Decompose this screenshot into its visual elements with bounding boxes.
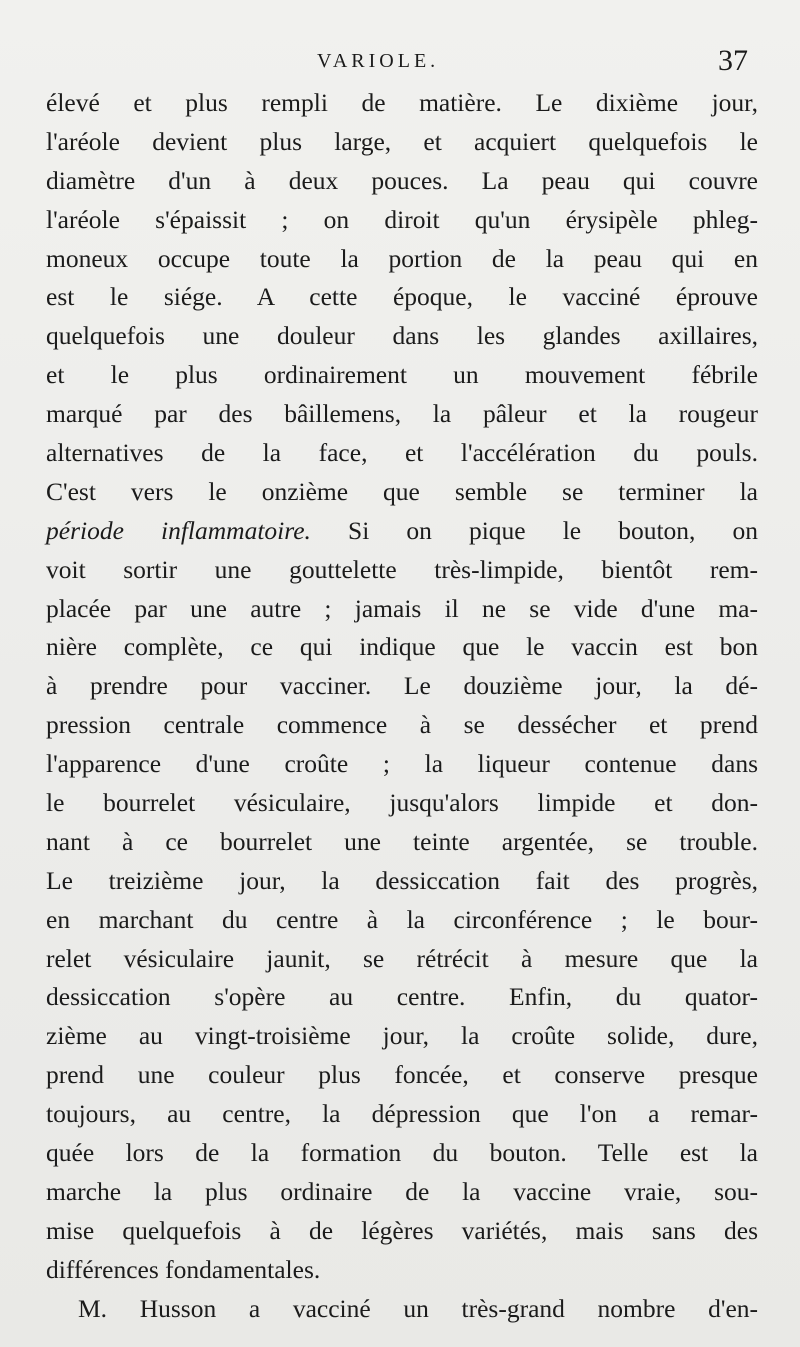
text-line: quée lors de la formation du bouton. Telle est la [46,1138,758,1168]
italic-phrase: période inflammatoire. [46,515,311,545]
text-line: nière complète, ce qui indique que le vaccin est bon [46,632,758,662]
text-line: l'apparence d'une croûte ; la liqueur contenue dans [46,749,758,779]
text-line: mise quelquefois à de légères variétés, mais sans des [46,1215,758,1245]
text-line: le bourrelet vésiculaire, jusqu'alors limpide et don- [46,788,758,818]
text-line: C'est vers le onzième que semble se terminer la [46,476,758,506]
text-line: en marchant du centre à la circonférence ; le bour- [46,904,758,934]
text-line: relet vésiculaire jaunit, se rétrécit à mesure que la [46,943,758,973]
text-line: Le treizième jour, la dessiccation fait des progrès, [46,865,758,895]
paragraph-last-line: différences fondamentales. [46,1254,321,1284]
paragraph-first-line: M. Husson a vacciné un très-grand nombre d'en- [78,1293,758,1323]
text-line: prend une couleur plus foncée, et conserve presque [46,1060,758,1090]
text-line: voit sortir une gouttelette très-limpide, bientôt rem- [46,554,758,584]
text-line: l'aréole s'épaissit ; on diroit qu'un érysipèle phleg- [46,204,758,234]
running-title: VARIOLE. [317,50,440,72]
text-line: alternatives de la face, et l'accélération du pouls. [46,438,758,468]
text-line: quelquefois une douleur dans les glandes axillaires, [46,321,758,351]
text-line: est le siége. A cette époque, le vacciné éprouve [46,282,758,312]
text-line: moneux occupe toute la portion de la peau qui en [46,243,758,273]
body-text [46,84,758,1329]
text-line: à prendre pour vacciner. Le douzième jour, la dé- [46,671,758,701]
text-line: nant à ce bourrelet une teinte argentée, se trouble. [46,826,758,856]
text-line-italic [46,512,758,551]
text-line: zième au vingt-troisième jour, la croûte solide, dure, [46,1021,758,1051]
text-line: l'aréole devient plus large, et acquiert quelquefois le [46,126,758,156]
text-line: toujours, au centre, la dépression que l'on a remar- [46,1099,758,1129]
page-number: 37 [718,44,748,77]
text-line: marqué par des bâillemens, la pâleur et la rougeur [46,399,758,429]
text-line: marche la plus ordinaire de la vaccine vraie, sou- [46,1176,758,1206]
text-line: élevé et plus rempli de matière. Le dixième jour, [46,88,758,117]
text-line: diamètre d'un à deux pouces. La peau qui couvre [46,165,758,195]
line-remainder: Si on pique le bouton, on [310,515,758,545]
text-line: et le plus ordinairement un mouvement fébrile [46,360,758,390]
text-line: dessiccation s'opère au centre. Enfin, du quator- [46,982,758,1012]
text-line: pression centrale commence à se dessécher et prend [46,710,758,740]
text-line: placée par une autre ; jamais il ne se vide d'une ma- [46,593,758,623]
page-header [0,44,800,84]
